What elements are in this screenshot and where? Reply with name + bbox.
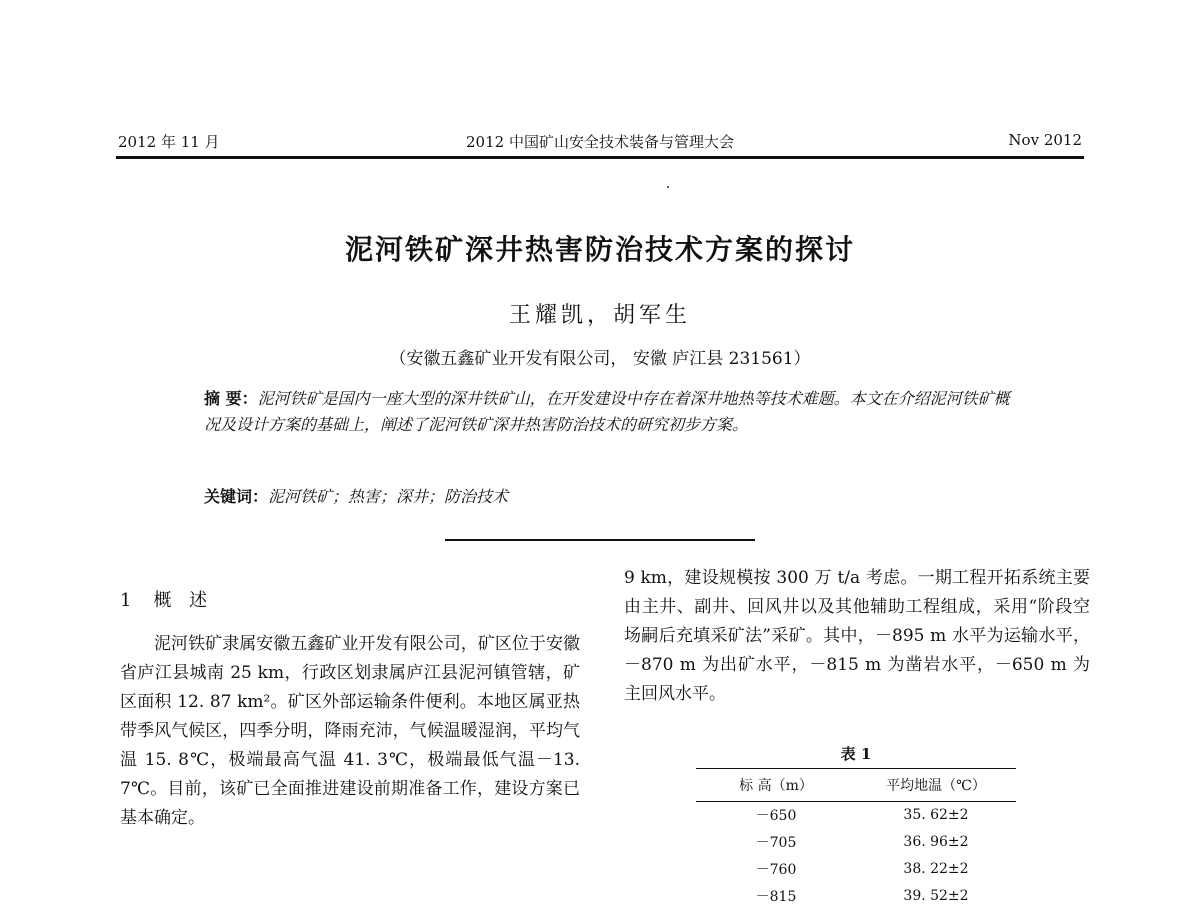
- table-header-elevation: 标 高（m）: [696, 769, 856, 802]
- table-cell-temperature: 38. 22±2: [903, 861, 969, 877]
- table-row: [696, 802, 1016, 830]
- table-cell-elevation: －705: [755, 835, 797, 851]
- keywords: [204, 484, 1010, 510]
- section-number: 1: [120, 590, 132, 611]
- table-row: [696, 829, 1016, 856]
- abstract-label: 摘 要：: [204, 389, 258, 408]
- scan-speck: [667, 186, 669, 188]
- table-caption: 表 1: [840, 745, 872, 763]
- table-header-temperature: 平均地温（℃）: [856, 769, 1016, 802]
- abstract-text: 泥河铁矿是国内一座大型的深井铁矿山，在开发建设中存在着深井地热等技术难题。本文在介绍泥河铁矿概况及设计方案的基础上，阐述了泥河铁矿深井热害防治技术的研究初步方案。: [204, 389, 1010, 434]
- right-paragraph: 9 km，建设规模按 300 万 t/a 考虑。一期工程开拓系统主要由主井、副井、回风井以及其他辅助工程组成，采用“阶段空场嗣后充填采矿法”采矿。其中，－895 m 水平为运输水平，－870 m 为出矿水平，－815 m 为凿岩水平，－650 m 为主回风水平。: [624, 568, 1090, 704]
- header-rule: [116, 156, 1084, 159]
- paper-authors: 王耀凯，胡军生: [508, 303, 691, 328]
- paper-affiliation: （安徽五鑫矿业开发有限公司， 安徽 庐江县 231561）: [389, 349, 811, 369]
- section-title: 概 述: [153, 590, 214, 611]
- paper-title: 泥河铁矿深井热害防治技术方案的探讨: [344, 233, 855, 266]
- table-row: [696, 856, 1016, 883]
- table-cell-elevation: －650: [755, 808, 797, 824]
- section-heading: [120, 586, 580, 615]
- header-conference: 2012 中国矿山安全技术装备与管理大会: [466, 133, 734, 151]
- table-row: [696, 883, 1016, 910]
- temperature-table: [696, 768, 1016, 910]
- section-paragraph: 泥河铁矿隶属安徽五鑫矿业开发有限公司，矿区位于安徽省庐江县城南 25 km，行政区划隶属庐江县泥河镇管辖，矿区面积 12. 87 km²。矿区外部运输条件便利。本地区属亚热带季风气候区，四季分明，降雨充沛，气候温暖湿润，平均气温 15. 8℃，极端最高气温 41. 3℃，极端最低气温－13. 7℃。目前，该矿已全面推进建设前期准备工作，建设方案已基本确定。: [120, 634, 580, 828]
- left-column: [120, 586, 580, 833]
- table-cell-elevation: －815: [755, 889, 797, 905]
- table-header-row: [696, 769, 1016, 802]
- keywords-text: 泥河铁矿；热害；深井；防治技术: [268, 487, 509, 506]
- header-date: 2012 年 11 月: [118, 133, 220, 151]
- header-date-en: Nov 2012: [1008, 131, 1082, 149]
- right-column: [624, 564, 1090, 709]
- table-cell-temperature: 35. 62±2: [903, 807, 969, 823]
- table-cell-temperature: 36. 96±2: [903, 834, 969, 850]
- table-cell-temperature: 39. 52±2: [903, 888, 969, 904]
- keywords-label: 关键词：: [204, 487, 269, 506]
- abstract: [204, 386, 1010, 438]
- abstract-divider: [445, 539, 755, 541]
- table-cell-elevation: －760: [755, 862, 797, 878]
